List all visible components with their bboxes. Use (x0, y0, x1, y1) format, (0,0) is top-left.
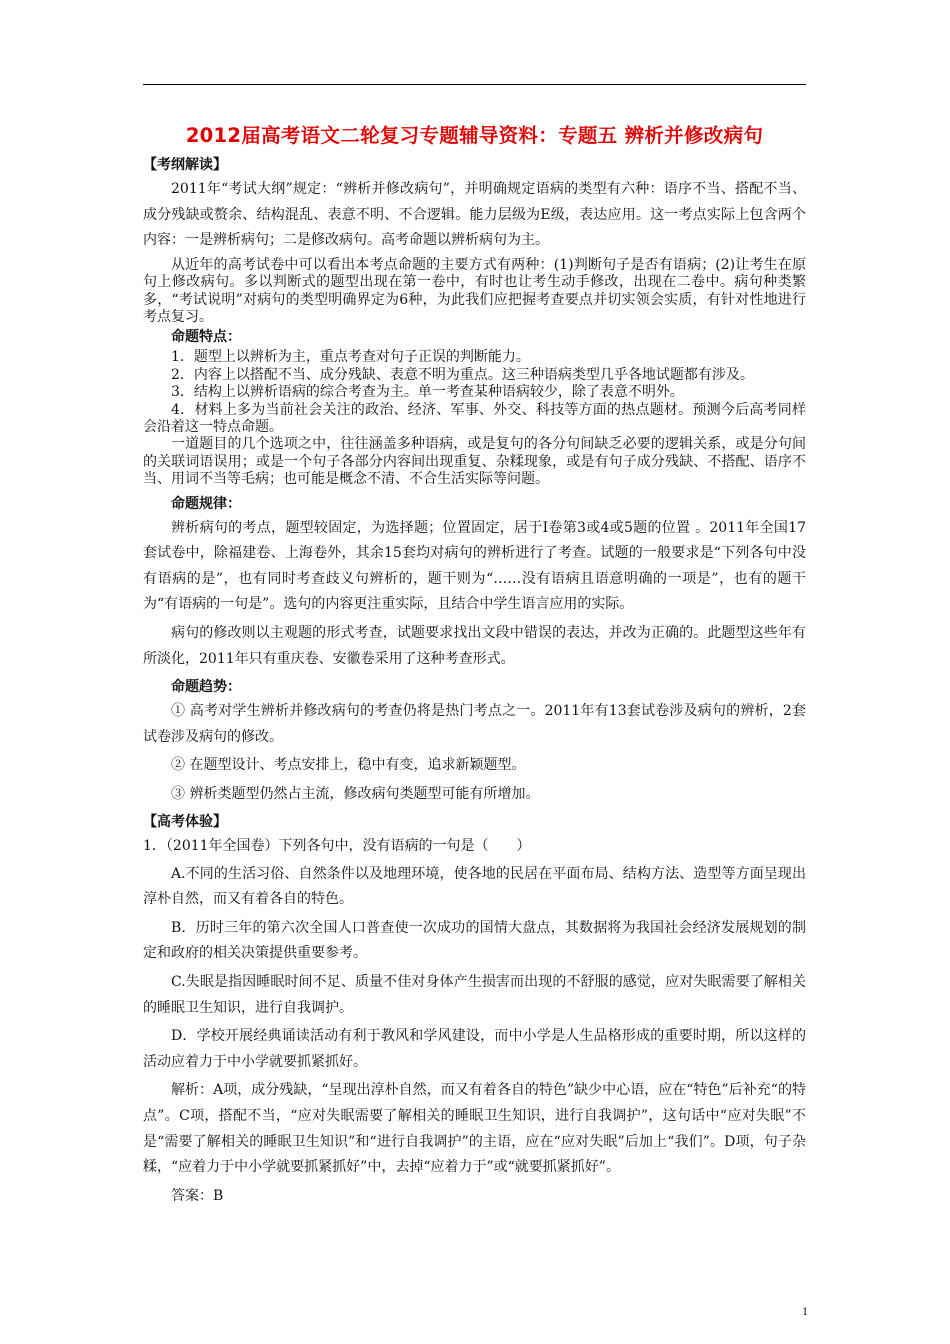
rules-block (143, 516, 806, 673)
analysis: 解析：A项，成分残缺，“呈现出淳朴自然，而又有着各自的特色”缺少中心语，应在“特色”后补充“的特点”。C项，搭配不当，“应对失眠需要了解相关的睡眠卫生知识，进行自我调护”，这句话中“应对失眠”不是“需要了解相关的睡眠卫生知识”和“进行自我调护”的主语，应在“应对失眠”后加上“我们”。D项，句子杂糅，“应着力于中小学就要抓紧抓好”中，去掉“应着力于”或“就要抓紧抓好”。 (143, 1082, 806, 1176)
list-item: 4．材料上多为当前社会关注的政治、经济、军事、外交、科技等方面的热点题材。预测今后高考同样会沿着这一特点命题。 (143, 401, 806, 436)
section-heading-syllabus: 【考纲解读】 (143, 157, 227, 173)
paragraph: 辨析病句的考点，题型较固定，为选择题；位置固定，居于Ⅰ卷第3或4或5题的位置 。2011年全国17套试卷中，除福建卷、上海卷外，其余15套均对病句的辨析进行了考查。试题的一般要求是“下列各句中没有语病的是”，也有同时考查歧义句辨析的，题干则为“……没有语病且语意明确的一项是”，也有的题干为“有语病的一句是”。选句的内容更注重实际，且结合中学生语言应用的实际。 (143, 519, 806, 613)
subheading-rules: 命题规律： (171, 495, 241, 512)
option-a: A.不同的生活习俗、自然条件以及地理环境，使各地的民居在平面布局、结构方法、造型等方面呈现出淳朴自然，而又有着各自的特色。 (143, 865, 806, 908)
subheading-features: 命题特点： (171, 329, 241, 346)
option-d: D．学校开展经典诵读活动有利于教风和学风建设，而中小学是人生品格形成的重要时期，所以这样的活动应着力于中小学就要抓紧抓好。 (143, 1028, 806, 1070)
paragraph: 一道题目的几个选项之中，往往涵盖多种语病，或是复句的各分句间缺乏必要的逻辑关系，或是分句间的关联词语误用；或是一个句子各部分内容间出现重复、杂糅现象，或是有句子成分残缺、不搭配、语序不当、用词不当等毛病；也可能是概念不清、不合生活实际等问题。 (143, 436, 806, 488)
syllabus-details (143, 257, 806, 489)
paragraph: 从近年的高考试卷中可以看出本考点命题的主要方式有两种：(1)判断句子是否有语病；(2)让考生在原句上修改病句。多以判断式的题型出现在第一卷中，有时也让考生动手修改，出现在二卷中。病句种类繁多，“考试说明”对病句的类型明确界定为6种，为此我们应把握考查要点并切实领会实质，有针对性地进行考点复习。 (143, 256, 806, 325)
paragraph: 病句的修改则以主观题的形式考查，试题要求找出文段中错误的表达，并改为正确的。此题型这些年有所淡化，2011年只有重庆卷、安徽卷采用了这种考查形式。 (143, 625, 806, 667)
header-rule (143, 84, 806, 85)
answer: 答案：B (171, 1187, 224, 1204)
paragraph: 2011年“考试大纲”规定：“辨析并修改病句”，并明确规定语病的类型有六种：语序不当、搭配不当、成分残缺或赘余、结构混乱、表意不明、不合逻辑。能力层级为E级，表达应用。这一考点实际上包含两个内容：一是辨析病句；二是修改病句。高考命题以辨析病句为主。 (143, 181, 806, 249)
subheading-trend: 命题趋势： (171, 679, 241, 696)
question-stem: 1．（2011年全国卷）下列各句中，没有语病的一句是（ ） (143, 837, 531, 854)
document-title: 2012届高考语文二轮复习专题辅导资料：专题五 辨析并修改病句 (185, 124, 764, 147)
list-item: ③ 辨析类题型仍然占主流，修改病句类题型可能有所增加。 (171, 786, 540, 802)
list-item: ① 高考对学生辨析并修改病句的考查仍将是热门考点之一。2011年有13套试卷涉及病句的辨析，2套试卷涉及病句的修改。 (143, 703, 806, 745)
document-body (143, 120, 806, 1212)
list-item: 3．结构上以辨析语病的综合考查为主。单一考查某种语病较少，除了表意不明外。 (171, 384, 684, 401)
option-b: B．历时三年的第六次全国人口普查使一次成功的国情大盘点，其数据将为我国社会经济发展规划的制定和政府的相关决策提供重要参考。 (143, 919, 806, 962)
trend-block (143, 699, 806, 807)
section-heading-exam: 【高考体验】 (143, 813, 227, 830)
syllabus-intro (143, 177, 806, 254)
list-item: 2．内容上以搭配不当、成分残缺、表意不明为重点。这三种语病类型几乎各地试题都有涉及。 (171, 366, 754, 383)
list-item: ② 在题型设计、考点安排上，稳中有变，追求新颖题型。 (171, 757, 526, 774)
page-number: 1 (802, 1304, 808, 1318)
question-options (143, 862, 806, 1210)
option-c: C.失眠是指因睡眠时间不足、质量不佳对身体产生损害而出现的不舒服的感觉，应对失眠需要了解相关的睡眠卫生知识，进行自我调护。 (143, 973, 806, 1016)
list-item: 1．题型上以辨析为主，重点考查对句子正误的判断能力。 (171, 349, 530, 366)
